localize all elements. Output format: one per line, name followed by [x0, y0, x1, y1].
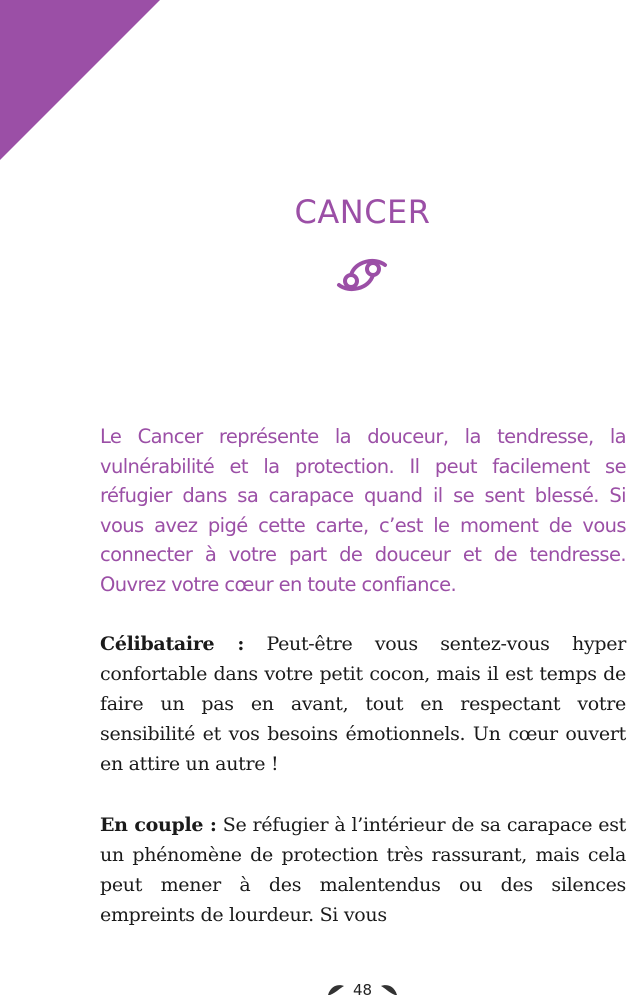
- corner-triangle-decoration: [0, 0, 160, 160]
- section-en-couple: [100, 810, 626, 930]
- section-label: En couple :: [100, 814, 217, 836]
- section-celibataire: [100, 629, 626, 779]
- intro-paragraph: Le Cancer représente la douceur, la tendresse, la vulnérabilité et la protection. Il peut facilement se réfugier dans sa carapace quand il se sent blessé. Si vous avez pigé cette carte, c’est le moment de vous connecter à votre part de douceur et de tendresse. Ouvrez votre cœur en toute confiance.: [100, 425, 626, 596]
- page-footer: [0, 980, 631, 999]
- section-label: Célibataire :: [100, 633, 245, 655]
- left-leaf-icon: [327, 983, 345, 997]
- right-leaf-icon: [380, 983, 398, 997]
- page-title: CANCER: [294, 193, 431, 231]
- section-text: Peut-être vous sentez-vous hyper confortable dans votre petit cocon, mais il est temps de faire un pas en avant, tout en respectant votre sensibilité et vos besoins émotionnels. Un cœur ouvert en attire un autre !: [100, 633, 626, 775]
- cancer-zodiac-icon: [335, 255, 389, 295]
- section-text: Se réfugier à l’intérieur de sa carapace est un phénomène de protection très rassurant, mais cela peut mener à des malentendus ou des silences empreints de lourdeur. Si vous: [100, 814, 627, 926]
- page-number: 48: [352, 980, 373, 999]
